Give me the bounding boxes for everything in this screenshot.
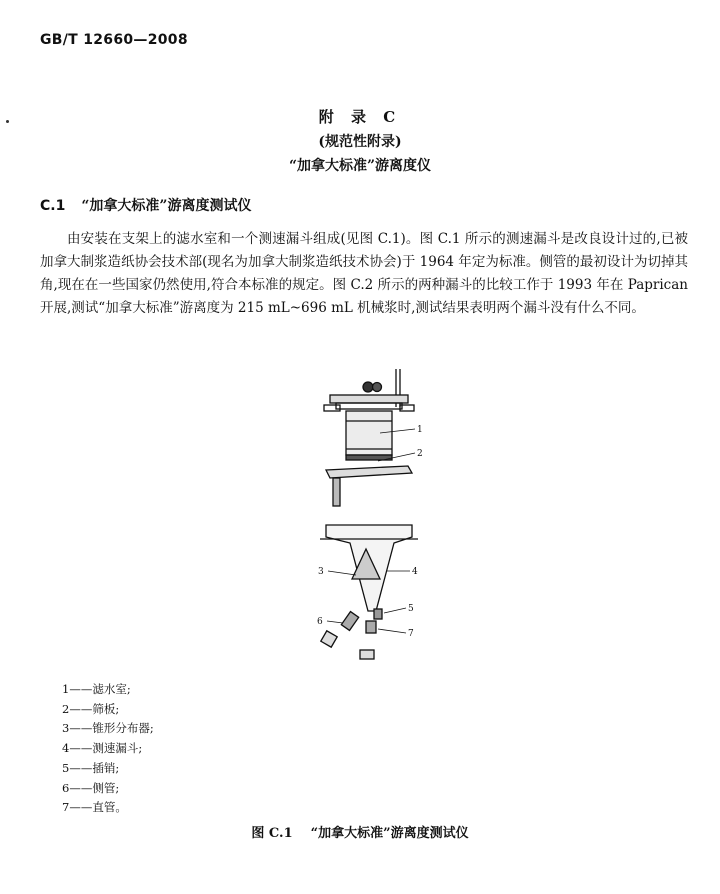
section-title: “加拿大标准”游离度测试仪 (81, 198, 252, 214)
legend-item-5: 5——插销; (62, 760, 120, 775)
figure-caption-title: “加拿大标准”游离度测试仪 (310, 826, 469, 841)
callout-6: 6 (317, 617, 323, 627)
legend-item-7: 7——直管。 (62, 800, 127, 815)
callout-4: 4 (412, 567, 418, 577)
cover-arm (333, 478, 340, 506)
straight-pipe-cap (360, 650, 374, 659)
figure-caption-number: 图 C.1 (251, 826, 293, 841)
section-paragraph: 由安装在支架上的滤水室和一个测速漏斗组成(见图 C.1)。图 C.1 所示的测速漏斗是改良设计过的,已被加拿大制浆造纸协会技术部(现名为加拿大制浆造纸技术协会)于 1964 年定为标准。侧管的最初设计为切掉其角,现在在一些国家仍然使用,符合本标准的规定。图 C.2 所示的两种漏斗的比较工作于 1993 年在 Paprican 开展,测试“加拿大标准”游离度为 215 mL~696 mL 机械浆时,测试结果表明两个漏斗没有什么不同。 (40, 231, 688, 316)
legend-item-4: 4——测速漏斗; (62, 741, 143, 756)
section-heading (40, 195, 251, 215)
freeness-tester-figure (300, 365, 440, 665)
straight-pipe (366, 621, 376, 633)
clamp-plate (330, 395, 408, 403)
callout-3: 3 (318, 567, 324, 577)
callout-5: 5 (408, 604, 414, 614)
appendix-subtitle: (规范性附录) (318, 134, 402, 150)
standard-code: GB/T 12660—2008 (40, 32, 188, 48)
appendix-name: “加拿大标准”游离度仪 (288, 158, 432, 174)
clamp-bar (336, 403, 402, 409)
legend-item-6: 6——侧管; (62, 780, 120, 795)
pin (374, 609, 382, 619)
callout-1: 1 (417, 425, 423, 435)
section-number: C.1 (40, 198, 66, 214)
top-knob-right (373, 383, 382, 392)
callout-2: 2 (417, 449, 423, 459)
appendix-title: 附 录 C (318, 108, 402, 126)
top-knob (363, 382, 373, 392)
legend-item-3: 3——锥形分布器; (62, 721, 154, 736)
figure-caption (0, 822, 720, 841)
legend-item-2: 2——筛板; (62, 701, 120, 716)
clamp-flange-left (324, 405, 340, 411)
bottom-cover (326, 466, 412, 478)
figure-legend (62, 680, 154, 818)
side-pipe (341, 612, 358, 631)
side-pipe-cap (321, 631, 337, 647)
callout-7: 7 (408, 629, 414, 639)
legend-item-1: 1——滤水室; (62, 682, 131, 696)
